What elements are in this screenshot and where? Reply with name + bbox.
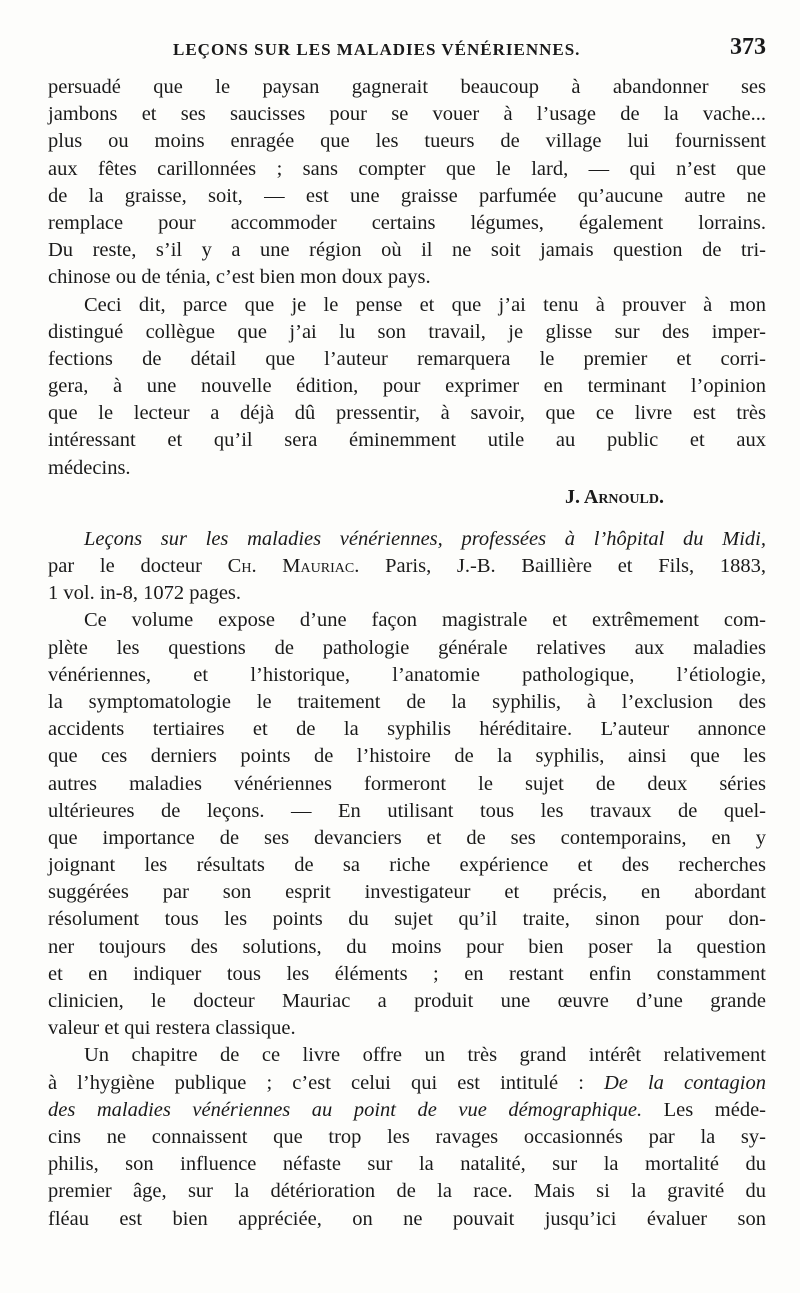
text-line: distingué collègue que j’ai lu son travail, je glisse sur des imper- — [48, 320, 766, 343]
text-line: et en indiquer tous les éléments ; en restant enfin constamment — [48, 962, 766, 985]
book-citation — [48, 526, 766, 608]
text-line: Un chapitre de ce livre offre un très grand intérêt relativement — [84, 1044, 766, 1067]
text-line: la symptomatologie le traitement de la syphilis, à l’exclusion des — [48, 690, 766, 713]
chapter-title-italic: De la contagion — [604, 1071, 766, 1094]
text-line: plus ou moins enragée que les tueurs de village lui fournissent — [48, 130, 766, 153]
text-line: Ce volume expose d’une façon magistrale et extrêmement com- — [84, 609, 766, 632]
paragraph-4 — [48, 1042, 766, 1232]
text-line: autres maladies vénériennes formeront le sujet de deux séries — [48, 772, 766, 795]
paragraph-3 — [48, 607, 766, 1042]
text-line — [48, 1097, 766, 1124]
text-line: ner toujours des solutions, du moins pour bien poser la question — [48, 935, 766, 958]
citation-title: Leçons sur les maladies vénériennes, professées à l’hôpital du Midi, — [84, 527, 766, 550]
text-line: Du reste, s’il y a une région où il ne soit jamais question de tri- — [48, 239, 766, 262]
citation-publisher: . Paris, J.-B. Baillière et Fils, 1883, — [354, 555, 766, 577]
text-segment: à l’hygiène publique ; c’est celui qui est intitulé : — [48, 1071, 604, 1094]
text-line: médecins. — [48, 456, 131, 479]
text-segment: Les méde- — [642, 1098, 767, 1121]
section-gap — [48, 512, 766, 526]
text-line: ultérieures de leçons. — En utilisant tous les travaux de quel- — [48, 799, 766, 822]
running-head: LEÇONS SUR LES MALADIES VÉNÉRIENNES. — [173, 40, 581, 59]
text-line: gera, à une nouvelle édition, pour exprimer en terminant l’opinion — [48, 375, 766, 398]
text-line: de la graisse, soit, — est une graisse parfumée qu’aucune autre ne — [48, 184, 766, 207]
text-line: philis, son influence néfaste sur la natalité, sur la mortalité du — [48, 1153, 766, 1176]
text-line: valeur et qui restera classique. — [48, 1017, 296, 1040]
page-header — [48, 34, 766, 64]
text-line: que importance de ses devanciers et de ses contemporains, en y — [48, 826, 766, 849]
text-line: jambons et ses saucisses pour se vouer à l’usage de la vache... — [48, 103, 766, 126]
text-line — [48, 1070, 766, 1097]
text-line: premier âge, sur la détérioration de la race. Mais si la gravité du — [48, 1180, 766, 1203]
chapter-title-italic: des maladies vénériennes au point de vue démographique. — [48, 1098, 643, 1121]
citation-line: 1 vol. in-8, 1072 pages. — [48, 582, 242, 605]
signature: J. Arnould. — [564, 485, 664, 508]
text-line: fections de détail que l’auteur remarquera le premier et corri- — [48, 347, 766, 370]
body-text — [48, 74, 766, 1233]
text-line: résolument tous les points du sujet qu’il traite, sinon pour don- — [48, 908, 766, 931]
text-line: que ces derniers points de l’histoire de la syphilis, ainsi que les — [48, 745, 766, 768]
paragraph-2 — [48, 292, 766, 482]
text-line: joignant les résultats de sa riche expérience et des recherches — [48, 854, 766, 877]
citation-author: Ch. Mauriac — [227, 555, 355, 577]
text-line: cins ne connaissent que trop les ravages occasionnés par la sy- — [48, 1125, 766, 1148]
text-line: intéressant et qu’il sera éminemment utile au public et aux — [48, 429, 766, 452]
citation-line — [48, 553, 766, 580]
text-line: clinicien, le docteur Mauriac a produit une œuvre d’une grande — [48, 990, 766, 1012]
text-line: plète les questions de pathologie générale relatives aux maladies — [48, 636, 766, 659]
text-line: Ceci dit, parce que je le pense et que j’ai tenu à prouver à mon — [84, 293, 766, 316]
paragraph-1 — [48, 74, 766, 292]
text-line: remplace pour accommoder certains légumes, également lorrains. — [48, 211, 766, 234]
text-line: chinose ou de ténia, c’est bien mon doux pays. — [48, 266, 431, 289]
text-line: que le lecteur a déjà dû pressentir, à savoir, que ce livre est très — [48, 402, 766, 425]
text-line: suggérées par son esprit investigateur et précis, en abordant — [48, 881, 766, 904]
text-line: aux fêtes carillonnées ; sans compter que le lard, — qui n’est que — [48, 157, 766, 180]
text-line: vénériennes, et l’historique, l’anatomie pathologique, l’étiologie, — [48, 663, 766, 686]
citation-prefix: par le docteur — [48, 555, 228, 577]
text-line: fléau est bien appréciée, on ne pouvait jusqu’ici évaluer son — [48, 1207, 766, 1230]
text-line: accidents tertiaires et de la syphilis héréditaire. L’auteur annonce — [48, 718, 766, 741]
page-number: 373 — [730, 34, 766, 60]
text-line: persuadé que le paysan gagnerait beaucoup à abandonner ses — [48, 76, 766, 98]
